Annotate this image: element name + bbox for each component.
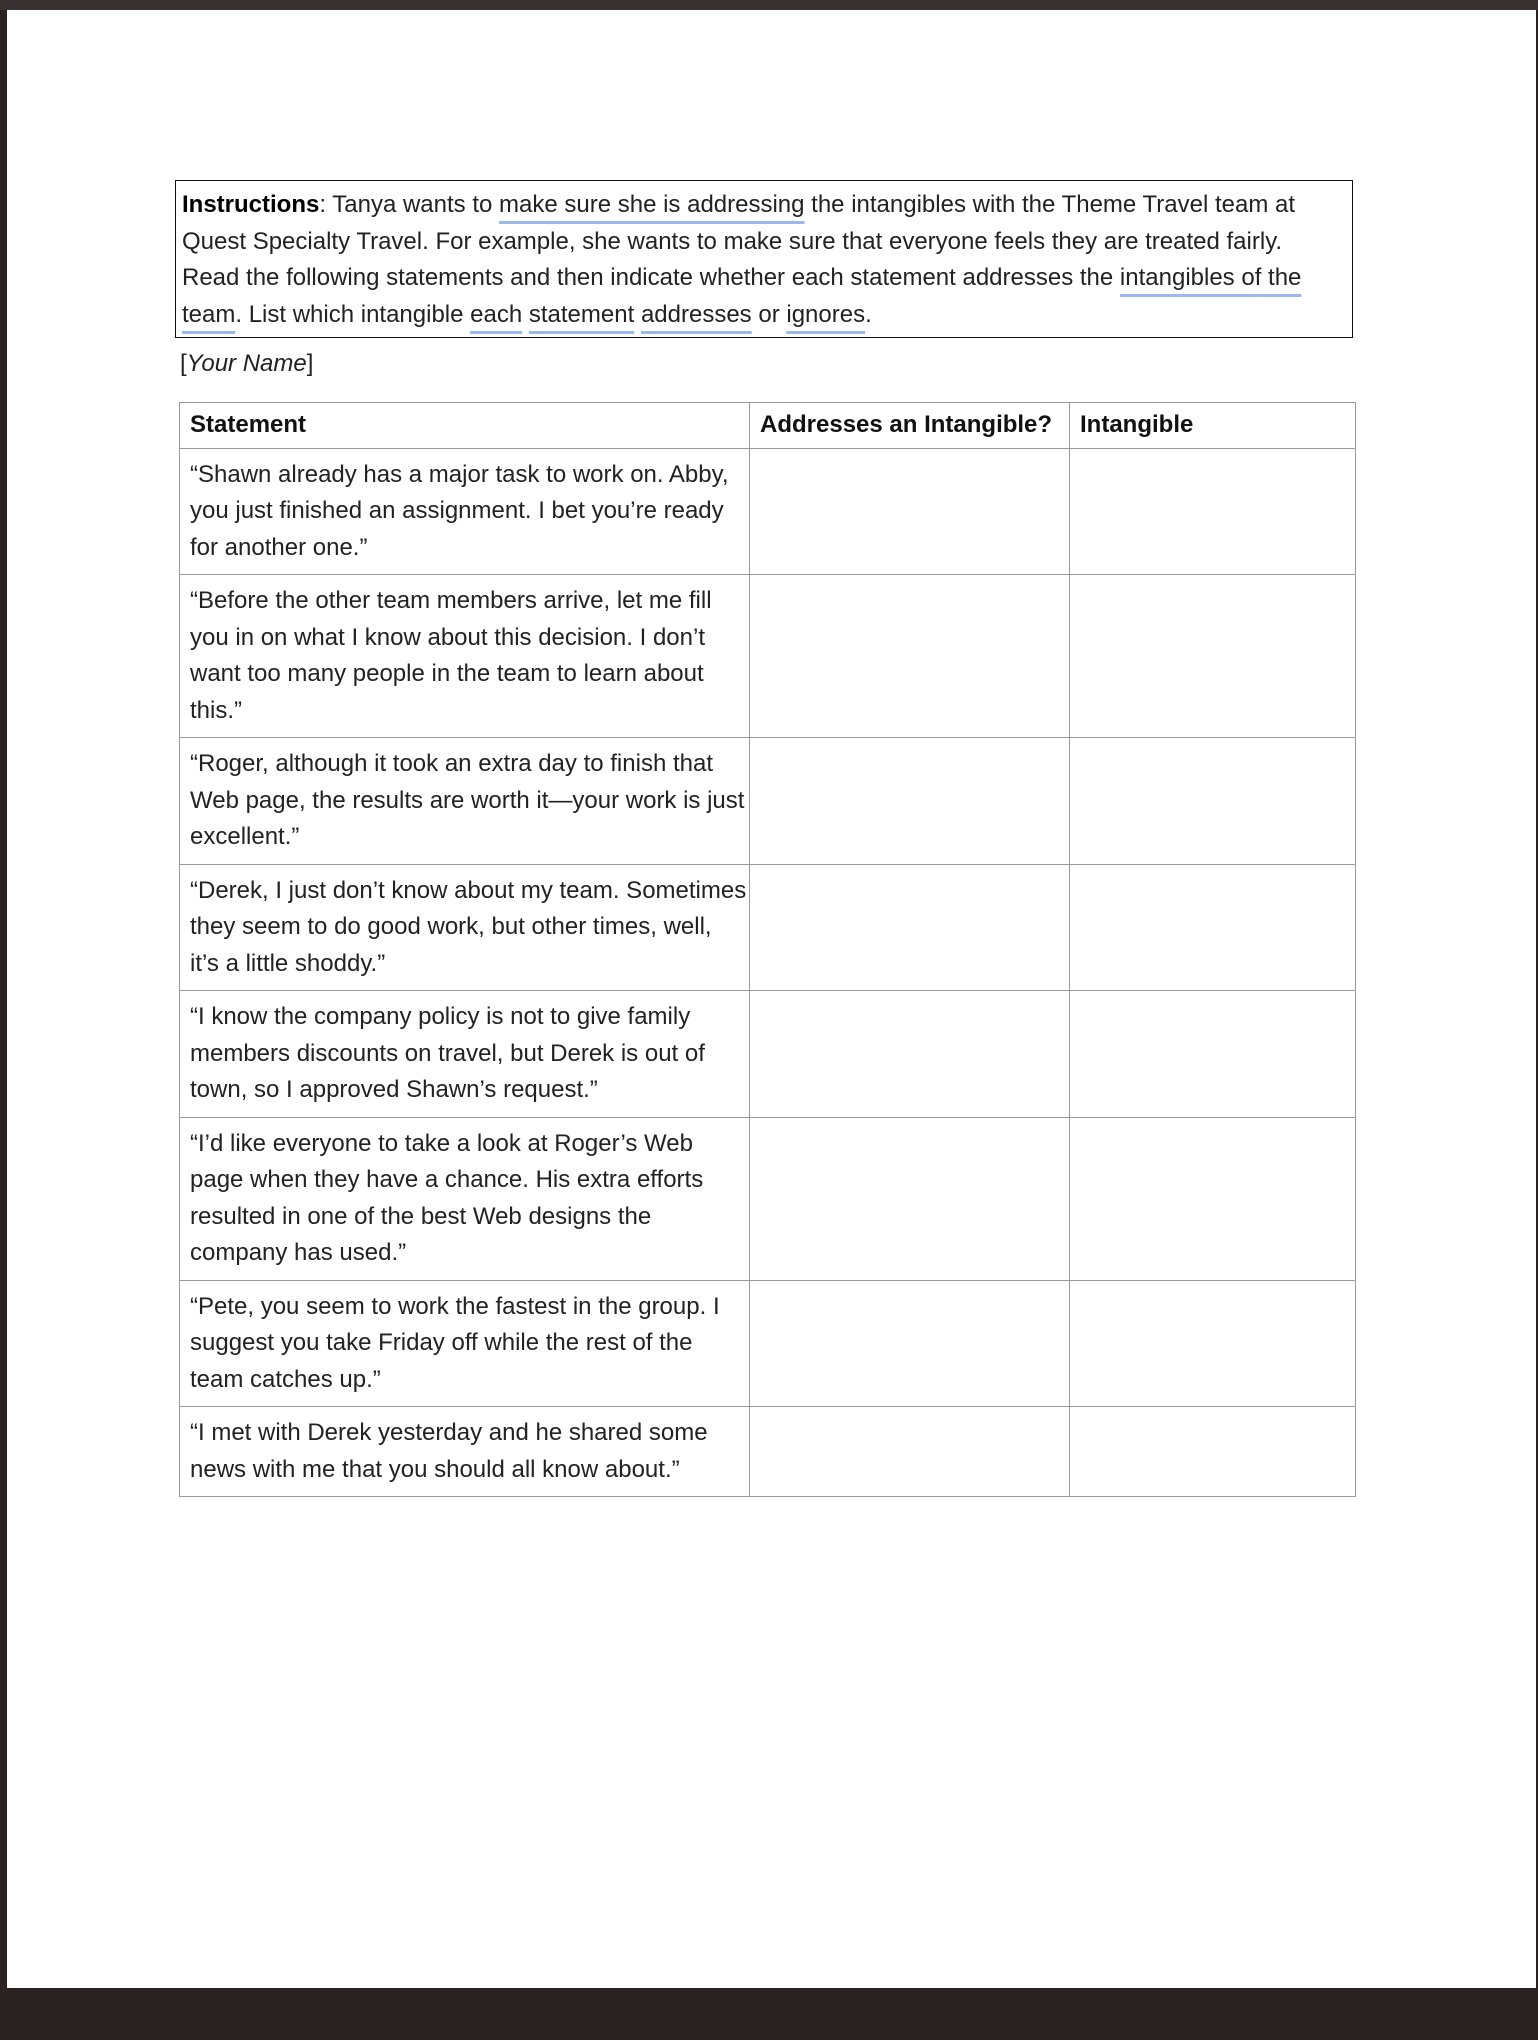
intangible-cell[interactable] [1070,1280,1356,1407]
statement-cell: “I know the company policy is not to give family members discounts on travel, but Derek is out of town, so I approved Shawn’s request.” [180,991,750,1118]
table-row [180,1280,1356,1407]
table-header-row [180,403,1356,449]
table-row [180,1407,1356,1497]
statement-cell: “Before the other team members arrive, let me fill you in on what I know about this decision. I don’t want too many people in the team to learn about this.” [180,575,750,738]
statement-cell: “I’d like everyone to take a look at Roger’s Web page when they have a chance. His extra efforts resulted in one of the best Web designs the company has used.” [180,1117,750,1280]
addresses-cell[interactable] [750,448,1070,575]
table-row [180,1117,1356,1280]
intangible-cell[interactable] [1070,864,1356,991]
statement-cell: “Pete, you seem to work the fastest in the group. I suggest you take Friday off while the rest of the team catches up.” [180,1280,750,1407]
table-row [180,864,1356,991]
addresses-cell[interactable] [750,991,1070,1118]
grammar-flag[interactable]: the team [182,264,1302,328]
intangible-cell[interactable] [1070,1117,1356,1280]
table-row [180,575,1356,738]
your-name-field[interactable] [180,350,313,378]
grammar-flag[interactable]: statement [528,300,635,328]
instructions-box [175,180,1353,338]
addresses-cell[interactable] [750,575,1070,738]
bracket: [ [180,350,187,377]
grammar-flag[interactable]: each [470,300,523,328]
intangible-cell[interactable] [1070,575,1356,738]
instructions-text: . List which intangible [235,300,471,328]
intangible-cell[interactable] [1070,738,1356,865]
statements-table [179,402,1356,1497]
instructions-text: : [319,191,333,218]
addresses-cell[interactable] [750,1407,1070,1497]
addresses-cell[interactable] [750,864,1070,991]
grammar-flag[interactable]: make sure she is addressing [499,191,805,218]
grammar-flag[interactable]: intangibles of [1119,264,1262,291]
intangible-cell[interactable] [1070,991,1356,1118]
intangible-cell[interactable] [1070,448,1356,575]
instructions-text: . [865,300,872,328]
grammar-flag[interactable]: ignores [786,300,866,328]
addresses-cell[interactable] [750,738,1070,865]
addresses-cell[interactable] [750,1117,1070,1280]
window-bottom-bar [0,1988,1538,2040]
instructions-text [522,301,529,328]
bracket: ] [306,350,314,377]
addresses-cell[interactable] [750,1280,1070,1407]
header-statement: Statement [180,403,750,449]
instructions-text: the intangibles with the Theme Travel team at Quest Specialty Travel. For example, she wants to make sure that everyone feels they are treated fairly. Read the following statements and then indicate whether each statement addresses the [182,191,1295,291]
window-top-bar [0,0,1538,10]
statement-cell: “Shawn already has a major task to work on. Abby, you just finished an assignment. I bet you’re ready for another one.” [180,448,750,575]
your-name-placeholder: Your Name [186,350,307,377]
intangible-cell[interactable] [1070,1407,1356,1497]
header-intangible: Intangible [1070,403,1356,449]
statement-cell: “I met with Derek yesterday and he shared some news with me that you should all know about.” [180,1407,750,1497]
header-addresses-intangible: Addresses an Intangible? [750,403,1070,449]
instructions-text [634,301,641,328]
instructions-text: or [751,300,787,328]
table-row [180,448,1356,575]
statement-cell: “Roger, although it took an extra day to finish that Web page, the results are worth it—your work is just excellent.” [180,738,750,865]
table-row [180,738,1356,865]
instructions-label: Instructions [182,191,320,218]
statement-cell: “Derek, I just don’t know about my team. Sometimes they seem to do good work, but other times, well, it’s a little shoddy.” [180,864,750,991]
grammar-flag[interactable]: addresses [640,300,752,328]
table-row [180,991,1356,1118]
instructions-text: Tanya wants to [332,191,500,218]
